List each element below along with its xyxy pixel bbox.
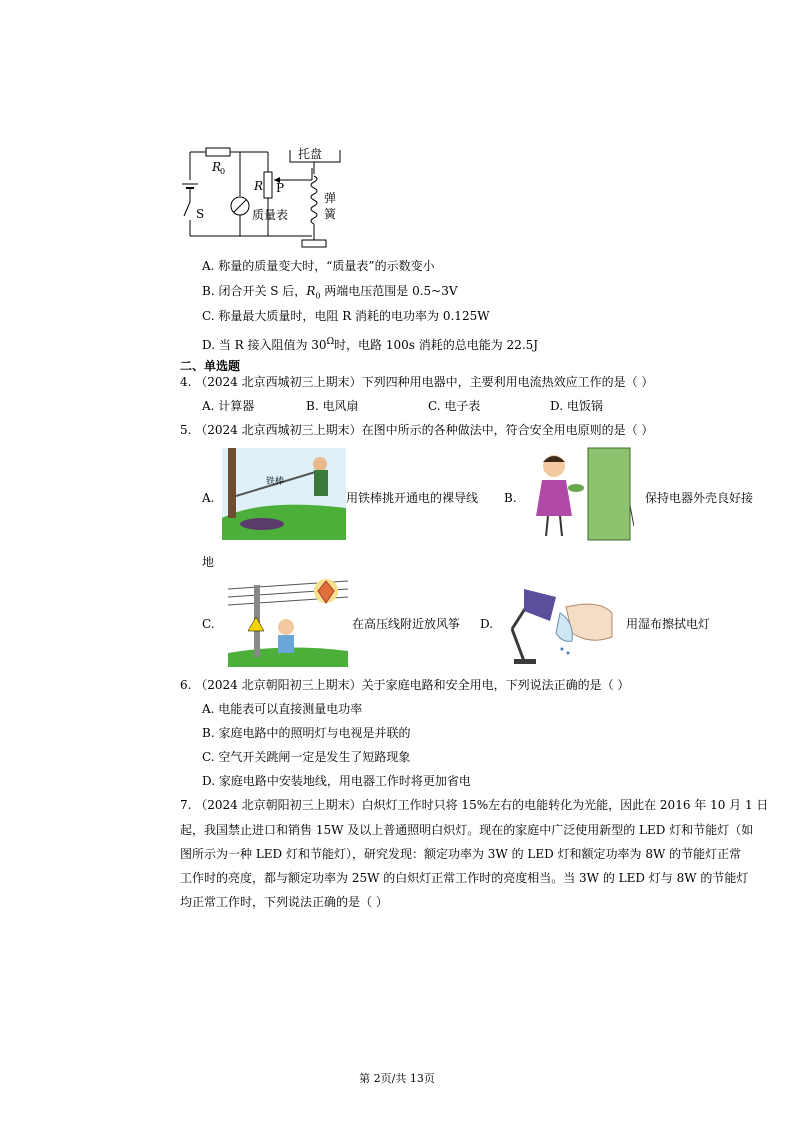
- q3-option-c: C. 称量最大质量时，电阻 R 消耗的电功率为 0.125W: [202, 309, 490, 323]
- spring-label-1: 弹: [324, 191, 337, 205]
- q4-option-d: D. 电饭锅: [550, 399, 603, 413]
- q5-a-illustration: [222, 448, 346, 540]
- q7-line-2: 起，我国禁止进口和销售 15W 及以上普通照明白炽灯。现在的家庭中广泛使用新型的 LED 灯和节能灯（如: [180, 823, 754, 837]
- q6-option-b: B. 家庭电路中的照明灯与电视是并联的: [202, 726, 411, 740]
- q4-stem: 4. （2024 北京西城初三上期末）下列四种用电器中，主要利用电流热效应工作的是（ ）: [180, 375, 654, 389]
- q5-d-letter: D.: [480, 617, 494, 631]
- q6-option-d: D. 家庭电路中安装地线，用电器工作时将更加省电: [202, 774, 471, 788]
- spring-coil: [311, 176, 317, 224]
- lamp-arm: [512, 629, 524, 661]
- person-head: [313, 457, 327, 471]
- q6-stem: 6. （2024 北京朝阳初三上期末）关于家庭电路和安全用电，下列说法正确的是（ ）: [180, 678, 630, 692]
- q5-a-text: 用铁棒挑开通电的裸导线: [346, 491, 479, 505]
- q5-c-illustration: [228, 577, 348, 667]
- child-head: [278, 619, 294, 635]
- section-title: 二、单选题: [180, 359, 241, 373]
- q5-d-illustration: [500, 577, 620, 667]
- q5-d-text: 用湿布擦拭电灯: [626, 617, 711, 631]
- q3-d-unit: Ω: [326, 337, 335, 347]
- meter-label: 质量表: [252, 208, 289, 222]
- spring-base: [302, 240, 326, 247]
- utility-pole: [228, 448, 236, 518]
- q5-stem: 5. （2024 北京西城初三上期末）在图中所示的各种做法中，符合安全用电原则的是（ ）: [180, 423, 654, 437]
- q5-b-text: 保持电器外壳良好接: [645, 491, 754, 505]
- q7-line-5: 均正常工作时，下列说法正确的是（ ）: [180, 895, 388, 909]
- iron-rod-label: 铁棒: [266, 477, 285, 487]
- q4-option-b: B. 电风扇: [306, 399, 359, 413]
- q6-option-c: C. 空气开关跳闸一定是发生了短路现象: [202, 750, 411, 764]
- q3-b-pre: B. 闭合开关 S 后，: [202, 284, 307, 298]
- r0-label: R: [212, 160, 222, 174]
- tray-label: 托盘: [298, 147, 323, 161]
- spring-label-2: 簧: [324, 207, 337, 221]
- lamp-shade: [524, 589, 556, 621]
- q3-d-pre: D. 当 R 接入阻值为 30: [202, 338, 327, 352]
- q4-option-c: C. 电子表: [428, 399, 481, 413]
- q7-line-3: 图所示为一种 LED 灯和节能灯），研究发现：额定功率为 3W 的 LED 灯和额定功率为 8W 的节能灯正常: [180, 847, 742, 861]
- p-label: P: [276, 181, 285, 195]
- q3-b-post: 两端电压范围是 0.5~3V: [320, 284, 458, 298]
- q3-d-post: 时，电路 100s 消耗的总电能为 22.5J: [334, 338, 539, 352]
- r-label: R: [254, 179, 264, 193]
- q4-option-a: A. 计算器: [202, 399, 255, 413]
- q5-b-continued: 地: [202, 555, 215, 569]
- q5-b-letter: B.: [504, 491, 517, 505]
- appliance-casing: [588, 448, 630, 540]
- switch-lever: [184, 202, 190, 216]
- q5-c-letter: C.: [202, 617, 215, 631]
- q7-line-1: 7. （2024 北京朝阳初三上期末）白炽灯工作时只将 15%左右的电能转化为光能，因此在 2016 年 10 月 1 日: [180, 798, 769, 812]
- person-body: [314, 470, 328, 496]
- lamp-base: [514, 659, 536, 664]
- r0-resistor: [206, 148, 230, 156]
- q3-b-sub: 0: [315, 291, 321, 301]
- hand: [566, 604, 612, 640]
- q5-a-letter: A.: [202, 491, 215, 505]
- q5-c-text: 在高压线附近放风筝: [352, 617, 461, 631]
- q5-b-illustration: [530, 446, 634, 544]
- fallen-person: [240, 518, 284, 530]
- r-resistor: [264, 172, 272, 198]
- q6-option-a: A. 电能表可以直接测量电功率: [202, 702, 363, 716]
- q3-b-var: R: [306, 284, 316, 298]
- r0-subscript: 0: [220, 167, 226, 176]
- child-body: [278, 635, 294, 653]
- warning-sign: [248, 617, 264, 631]
- q3-option-d: [202, 334, 538, 353]
- q7-line-4: 工作时的亮度，都与额定功率为 25W 的白炽灯正常工作时的亮度相当。当 3W 的 LED 灯与 8W 的节能灯: [180, 871, 749, 885]
- page-footer: 第 2页/共 13页: [359, 1072, 435, 1085]
- girl-dress: [536, 480, 572, 516]
- q3-option-a: A. 称量的质量变大时，“质量表”的示数变小: [202, 259, 435, 273]
- switch-label: S: [196, 207, 205, 221]
- circuit-diagram: [180, 144, 360, 256]
- q3-option-b: [202, 283, 458, 304]
